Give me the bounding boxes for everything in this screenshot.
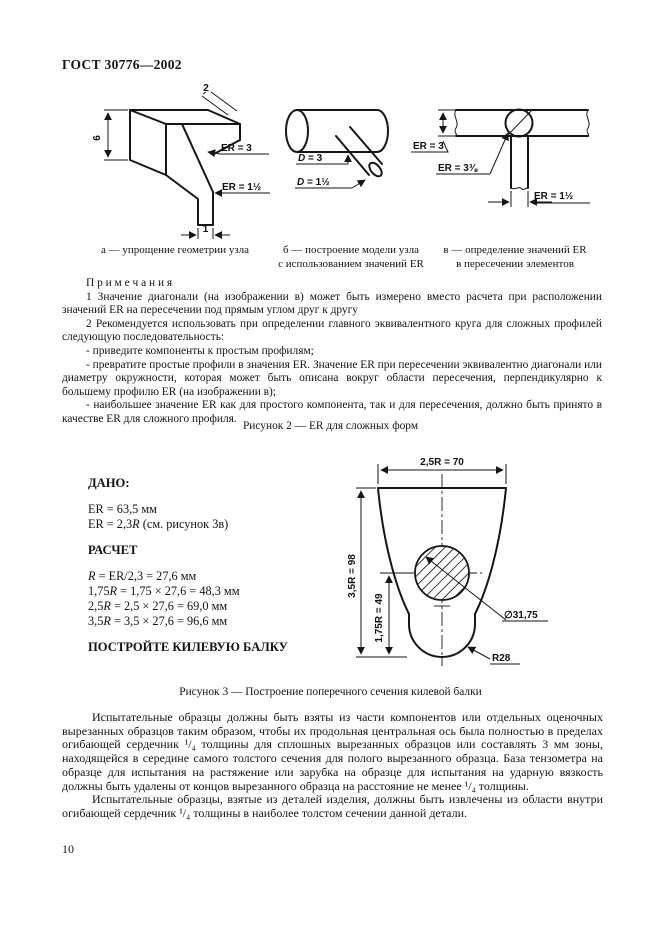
label-width-top: 2,5R = 70 xyxy=(420,457,464,468)
label-er-web xyxy=(215,182,270,193)
hatched-circle xyxy=(415,546,469,600)
task-block xyxy=(88,476,333,655)
label-d-big xyxy=(296,153,348,164)
build-title: ПОСТРОЙТЕ КИЛЕВУЮ БАЛКУ xyxy=(88,640,288,654)
node-body-outline xyxy=(130,110,240,225)
note-item: - наибольшее значение ER как для простого компонента, так и для пересечения, должно быть принято в качестве ER для сложного профиля. xyxy=(62,399,602,425)
spacer xyxy=(88,491,333,502)
note-1: 1 Значение диагонали (на изображении в) может быть измерено вместо расчета при расположении значений ER на пересечении под прямым углом друг к другу xyxy=(62,290,602,317)
calc-title: РАСЧЕТ xyxy=(88,543,138,557)
dimension-er-plate xyxy=(411,110,455,152)
body-text xyxy=(62,711,603,821)
given-line-1: ER = 63,5 мм xyxy=(88,502,157,516)
dim-label-6: 6 xyxy=(92,135,103,141)
given-title: ДАНО: xyxy=(88,476,130,490)
label-er-plate: ER = 3 xyxy=(413,141,444,152)
figure2-drawing-v xyxy=(410,85,602,221)
calc-line: 2,5R = 2,5 × 27,6 = 69,0 мм xyxy=(88,599,228,613)
note-2: 2 Рекомендуется использовать при определении главного эквивалентного круга для сложных профилей следующую последовательность: xyxy=(62,317,602,344)
web-section xyxy=(511,136,528,190)
plate-section xyxy=(455,110,589,136)
leader-bottom-radius xyxy=(468,647,520,664)
caption-drawing-v: в — определение значений ER в пересечении элементов xyxy=(443,244,587,270)
label-height-inner: 1,75R = 49 xyxy=(374,593,385,643)
svg-text:ER = 3⅜: ER = 3⅜ xyxy=(438,163,478,174)
label-er-web: ER = 1½ xyxy=(534,191,574,202)
notes-title: П р и м е ч а н и я xyxy=(86,277,173,289)
label-d-small xyxy=(295,177,365,188)
figure2-drawing-b xyxy=(272,90,408,202)
given-line-2: ER = 2,3R (см. рисунок 3в) xyxy=(88,517,229,531)
note-item: - приведите компоненты к простым профилям; xyxy=(86,344,314,357)
figure3-caption: Рисунок 3 — Построение поперечного сечения килевой балки xyxy=(179,686,482,698)
notes-block xyxy=(62,277,602,427)
caption-drawing-a: а — упрощение геометрии узла xyxy=(100,244,250,256)
dim-label-1: 1 xyxy=(202,224,209,235)
paragraph-1: Испытательные образцы должны быть взяты из части компонентов или отдельных оценочных вырезанных образцов таким образом, чтобы их продольная центральная ось была полностью в пределах огибающей сердечник ¹/₄ толщины для сплошных вырезанных образцов или составлять 3 мм зоны, находящейся в середине самого толстого сечения для полого вырезанного образца. База тензометра на образце для испытания на растяжение или зарубка на образце для испытания на ударную вязкость должны быть удалены от концов вырезанного образца на расстояние не менее ¹/₄ толщины. xyxy=(62,710,603,793)
dimension-er-web xyxy=(488,191,590,207)
figure3-drawing xyxy=(316,448,552,682)
svg-text:D = 3: D = 3 xyxy=(298,153,323,164)
spacer xyxy=(88,532,333,543)
label-circle-diameter: ∅31,75 xyxy=(504,610,538,621)
label-height-left: 3,5R = 98 xyxy=(347,554,358,598)
big-cylinder xyxy=(286,110,388,152)
calc-line: R = ER/2,3 = 27,6 мм xyxy=(88,569,197,583)
figure2-drawing-a xyxy=(80,80,272,244)
label-er-diagonal xyxy=(436,133,508,174)
paragraph-2: Испытательные образцы, взятые из деталей изделия, должны быть извлечены из области внутри огибающей сердечник ¹/₄ толщины в наиболее толстом сечении данной детали. xyxy=(62,792,603,820)
document-header: ГОСТ 30776—2002 xyxy=(62,57,182,72)
dimension-width-1 xyxy=(181,224,230,239)
svg-text:ER = 1½: ER = 1½ xyxy=(222,182,262,193)
figure2-caption: Рисунок 2 — ER для сложных форм xyxy=(242,420,419,432)
label-bottom-radius: R28 xyxy=(492,653,511,664)
page-number: 10 xyxy=(62,842,74,856)
caption-drawing-b: б — построение модели узла с использованием значений ER xyxy=(278,244,424,270)
dimension-height-6 xyxy=(92,110,128,160)
dim-label-2: 2 xyxy=(203,83,209,94)
svg-text:D = 1½: D = 1½ xyxy=(297,177,330,188)
calc-line: 1,75R = 1,75 × 27,6 = 48,3 мм xyxy=(88,584,240,598)
calc-line: 3,5R = 3,5 × 27,6 = 96,6 мм xyxy=(88,614,228,628)
spacer xyxy=(88,629,333,640)
svg-text:ER = 3: ER = 3 xyxy=(221,143,252,154)
note-item: - превратите простые профили в значения ER. Значение ER при пересечении эквивалентно диагонали или диаметру окружности, которая может быть описана вокруг области пересечения, перпендикулярно к большему профилю ER (на изображении в); xyxy=(62,358,602,398)
spacer xyxy=(88,558,333,569)
